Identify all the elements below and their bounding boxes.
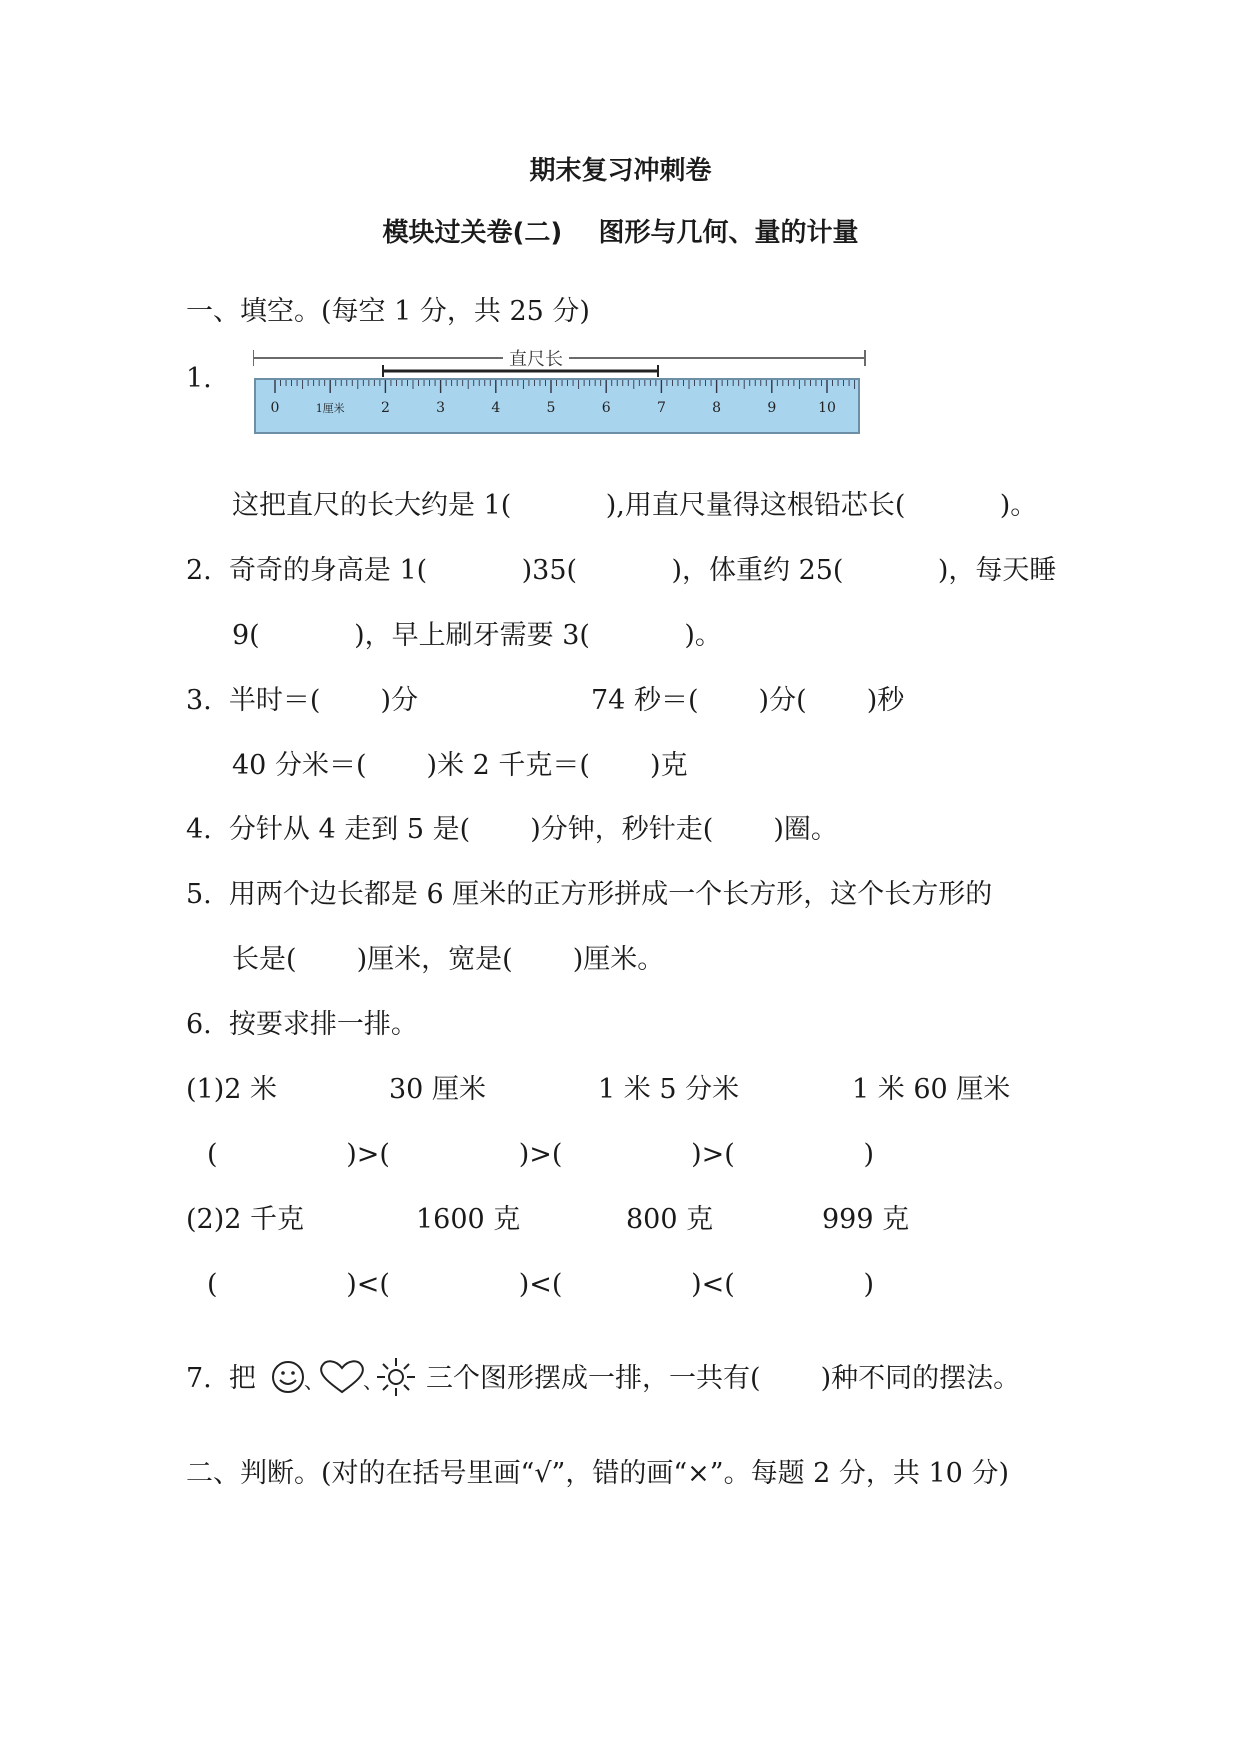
q2-line2: 9( )，早上刷牙需要 3( )。 [232, 620, 722, 651]
q6-part2-item-2: 1600 克 [416, 1204, 521, 1235]
ruler-figure [253, 346, 873, 438]
heart-icon [321, 1361, 363, 1392]
q6-part1-item-4: 1 米 60 厘米 [852, 1074, 1011, 1105]
q5-line1: 5. 用两个边长都是 6 厘米的正方形拼成一个长方形，这个长方形的 [186, 879, 993, 910]
q6-part1-item-2: 30 厘米 [389, 1074, 486, 1105]
q6-heading: 6. 按要求排一排。 [186, 1009, 418, 1040]
q5-line2: 长是( )厘米，宽是( )厘米。 [232, 944, 665, 975]
q3-line1-right: 74 秒＝( )分( )秒 [591, 685, 905, 716]
q6-part2-item-3: 800 克 [626, 1204, 714, 1235]
q6-part2-item-4: 999 克 [822, 1204, 910, 1235]
ruler-tick-label: 8 [712, 400, 722, 416]
ruler-tick-label: 10 [818, 400, 836, 416]
ruler-tick-label: 1厘米 [315, 402, 345, 415]
ruler-tick-label: 0 [270, 400, 280, 416]
ruler-tick-label: 3 [436, 400, 446, 416]
section2-heading: 二、判断。(对的在括号里画“√”，错的画“×”。每题 2 分，共 10 分) [186, 1458, 1009, 1489]
q7-prefix: 7. 把 [186, 1363, 256, 1394]
q6-part2-answer: ( )<( )<( )<( ) [207, 1269, 875, 1300]
svg-text:、: 、 [304, 1369, 324, 1393]
ruler-tick-label: 5 [546, 400, 556, 416]
q6-part2-item-1: (2)2 千克 [186, 1204, 305, 1235]
q6-part1-item-1: (1)2 米 [186, 1074, 278, 1105]
q3-line1-left: 3. 半时＝( )分 [186, 685, 419, 716]
ruler-tick-label: 2 [380, 400, 390, 416]
section1-heading: 一、填空。(每空 1 分，共 25 分) [186, 296, 590, 327]
q2-line1: 2. 奇奇的身高是 1( )35( )，体重约 25( )，每天睡 [186, 555, 1057, 586]
smiley-icon [273, 1362, 303, 1392]
q3-line2: 40 分米＝( )米 2 千克＝( )克 [232, 750, 688, 781]
q7-suffix: 三个图形摆成一排，一共有( )种不同的摆法。 [426, 1363, 1021, 1394]
ruler-tick-label: 6 [601, 400, 611, 416]
q4-line: 4. 分针从 4 走到 5 是( )分钟，秒针走( )圈。 [186, 814, 838, 845]
q1-number: 1. [186, 363, 212, 394]
ruler-label: 直尺长 [509, 349, 563, 370]
q6-part1-item-3: 1 米 5 分米 [598, 1074, 740, 1105]
ruler-tick-label: 9 [767, 400, 777, 416]
q7-shapes [268, 1354, 418, 1400]
q6-part1-answer: ( )>( )>( )>( ) [207, 1139, 875, 1170]
svg-text:、: 、 [363, 1369, 383, 1393]
page-title: 期末复习冲刺卷 [529, 156, 712, 186]
page-subtitle: 模块过关卷(二) 图形与几何、量的计量 [382, 218, 859, 248]
ruler-tick-label: 4 [491, 400, 501, 416]
ruler-tick-label: 7 [656, 400, 666, 416]
q1-sentence: 这把直尺的长大约是 1( ),用直尺量得这根铅芯长( )。 [232, 490, 1038, 521]
